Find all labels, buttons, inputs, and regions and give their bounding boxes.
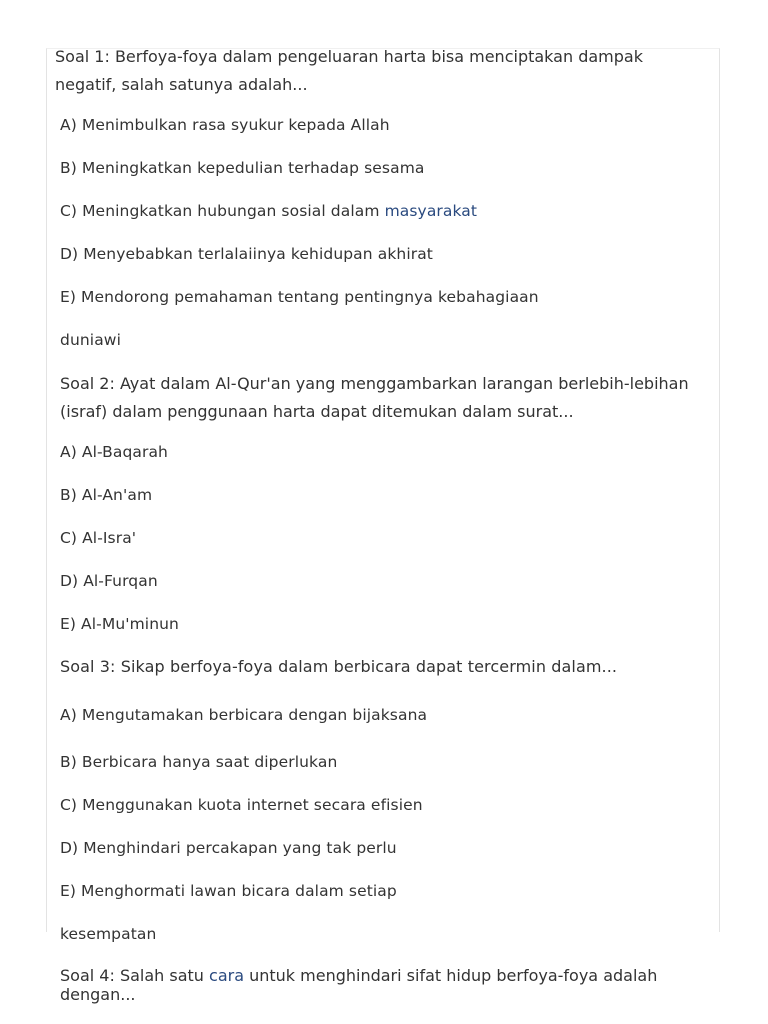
option-text: Berbicara hanya saat diperlukan [81,753,338,771]
question-1-option-d [60,245,433,263]
option-label: E) [60,615,77,633]
option-label: C) [60,796,78,814]
question-3-option-e [60,882,397,900]
option-label: E) [60,882,77,900]
question-1-text: Soal 1: Berfoya-foya dalam pengeluaran harta bisa menciptakan dampak negatif, salah satunya adalah... [55,47,643,94]
question-2-option-a [60,443,168,461]
question-2-text: Soal 2: Ayat dalam Al-Qur'an yang menggambarkan larangan berlebih-lebihan (israf) dalam penggunaan harta dapat ditemukan dalam surat... [60,374,689,421]
question-2-option-d [60,572,158,590]
option-text: Al-Baqarah [81,443,168,461]
question-4-text-start: Soal 4: Salah satu [60,966,210,985]
option-label: C) [60,529,78,547]
option-label: A) [60,116,77,134]
option-text: Al-Mu'minun [81,615,179,633]
option-text: Mendorong pemahaman tentang pentingnya kebahagiaan [81,288,539,306]
option-label: E) [60,288,77,306]
option-label: D) [60,572,79,590]
option-label: D) [60,245,79,263]
option-label: A) [60,443,77,461]
masyarakat-link[interactable]: masyarakat [384,202,478,220]
option-text: Menghormati lawan bicara dalam setiap [81,882,397,900]
option-label: B) [60,486,77,504]
option-label: B) [60,753,77,771]
option-text: Al-An'am [81,486,153,504]
question-4-text-end: untuk menghindari sifat hidup berfoya-foya adalah dengan... [60,966,658,1004]
option-label: D) [60,839,79,857]
question-1-option-b [60,159,425,177]
question-3-option-a [60,706,427,724]
option-label: B) [60,159,77,177]
option-text: Al-Isra' [82,529,137,547]
option-text: Menimbulkan rasa syukur kepada Allah [81,116,390,134]
option-text: Menyebabkan terlalaiinya kehidupan akhirat [83,245,433,263]
question-1-option-e-continuation: duniawi [60,331,121,349]
question-3-text: Soal 3: Sikap berfoya-foya dalam berbicara dapat tercermin dalam... [60,657,618,676]
question-3-option-b [60,753,337,771]
option-label: C) [60,202,78,220]
option-text: Menghindari percakapan yang tak perlu [83,839,397,857]
question-2-option-b [60,486,152,504]
question-4-text [60,966,720,1004]
question-3-option-d [60,839,397,857]
question-3-option-e-continuation: kesempatan [60,925,157,943]
question-1-option-e [60,288,539,306]
cara-link[interactable]: cara [209,966,244,985]
option-text: Meningkatkan kepedulian terhadap sesama [81,159,425,177]
question-2-option-e [60,615,179,633]
option-label: A) [60,706,77,724]
question-1-option-c [60,202,477,220]
question-1-option-a [60,116,390,134]
question-2-option-c [60,529,136,547]
question-3-option-c [60,796,423,814]
option-text: Al-Furqan [83,572,158,590]
option-text: Mengutamakan berbicara dengan bijaksana [81,706,428,724]
option-text: Meningkatkan hubungan sosial dalam [82,202,385,220]
option-text: Menggunakan kuota internet secara efisien [82,796,423,814]
